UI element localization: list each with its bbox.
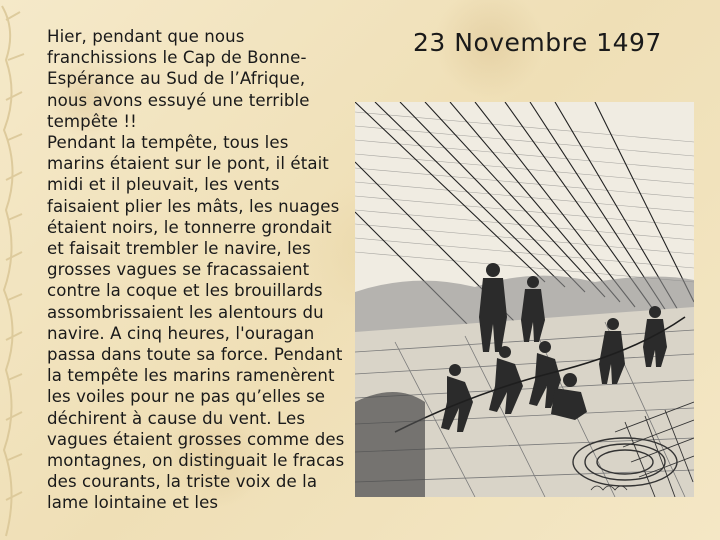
journal-date-heading: 23 Novembre 1497 (413, 28, 662, 57)
journal-paragraph-storm: Pendant la tempête, tous les marins étaient sur le pont, il était midi et il pleuvait, les vents faisaient plier les mâts, les nuages étaient noirs, le tonnerre grondait et faisait trembler le navire, les grosses vagues se fracassaient contre la coque et les brouillards assombrissaient les alentours du navire. A cinq heures, l'ouragan passa dans toute sa force. Pendant la tempête les marins ramenèrent les voiles pour ne pas qu’elles se déchirent à cause du vent. Les vagues étaient grosses comme des montagnes, on distinguait le fracas des courants, la triste voix de la lame lointaine et les (47, 133, 345, 513)
journal-entry-text (47, 26, 345, 514)
storm-ship-engraving (355, 102, 694, 497)
journal-paragraph-intro: Hier, pendant que nous franchissions le Cap de Bonne-Espérance au Sud de l’Afrique, nous avons essuyé une terrible tempête !! (47, 27, 310, 131)
feather-quill-decoration (0, 0, 48, 540)
